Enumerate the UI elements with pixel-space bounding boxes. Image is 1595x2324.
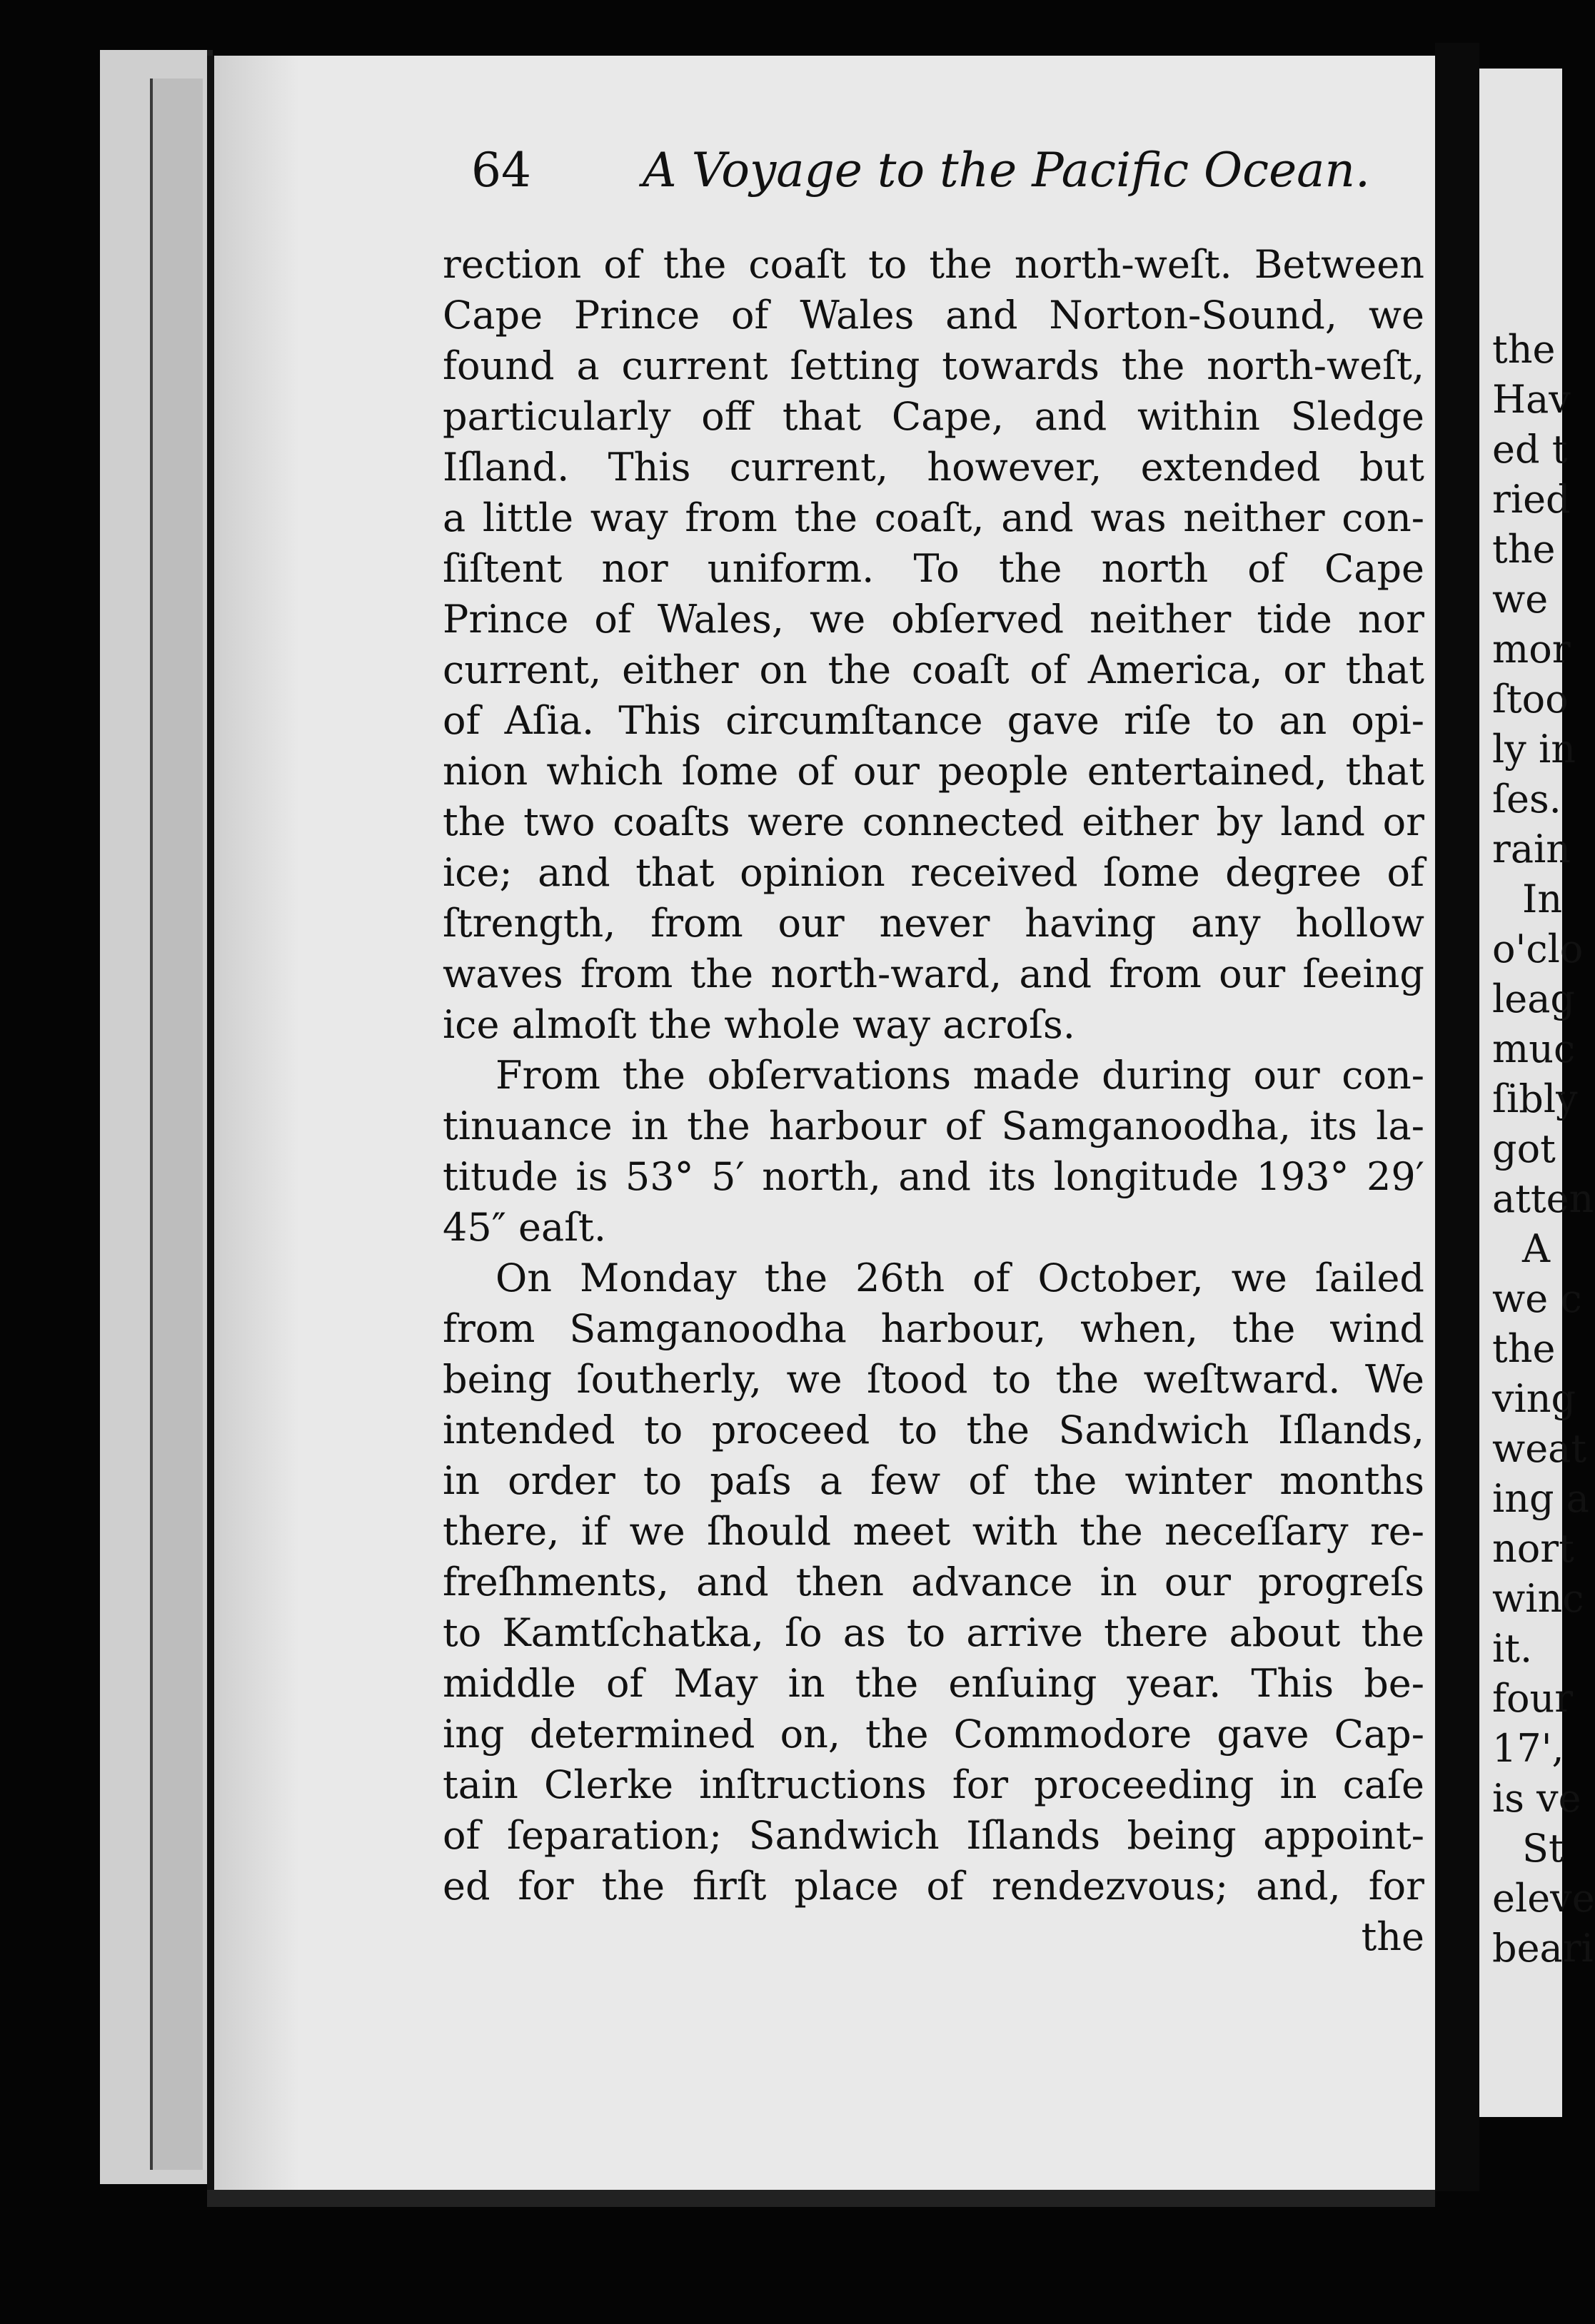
facing-page-text: winc <box>1492 1576 1584 1621</box>
text-line: a little way from the coaſt, and was neither con- <box>443 495 1424 540</box>
facing-page-text: atten <box>1492 1176 1594 1221</box>
text-line: of Aſia. This circumſtance gave riſe to an opi- <box>443 698 1424 743</box>
facing-page-text: we c <box>1492 1276 1582 1321</box>
text-line: current, either on the coaſt of America, or that <box>443 647 1424 692</box>
page-gutter-shade <box>214 56 300 2190</box>
text-line: ice; and that opinion received ſome degree of <box>443 850 1424 895</box>
facing-page-fragment <box>1479 69 1595 2117</box>
text-line: tain Clerke inſtructions for proceeding in caſe <box>443 1762 1424 1807</box>
facing-page-text: ſes. <box>1492 777 1561 822</box>
facing-page-text: eleve <box>1492 1876 1595 1921</box>
text-line: freſhments, and then advance in our progreſs <box>443 1560 1424 1605</box>
text-line: ſiſtent nor uniform. To the north of Cape <box>443 546 1424 591</box>
text-line: titude is 53° 5′ north, and its longitude 193° 29′ <box>443 1154 1424 1199</box>
text-line: there, if we ſhould meet with the neceſſary re- <box>443 1509 1424 1554</box>
facing-page-text: four <box>1492 1676 1574 1721</box>
text-line: from Samganoodha harbour, when, the wind <box>443 1306 1424 1351</box>
facing-page-text: beari <box>1492 1926 1594 1971</box>
facing-page-text: mor <box>1492 627 1571 672</box>
text-line: ed for the firſt place of rendezvous; and, for <box>443 1864 1424 1909</box>
page-edge-strip <box>150 79 203 2170</box>
text-line: ice almoſt the whole way acroſs. <box>443 1002 1075 1047</box>
facing-page-text: rain <box>1492 827 1571 872</box>
facing-page-text: ing a <box>1492 1476 1589 1521</box>
facing-page-text: the <box>1492 327 1556 372</box>
facing-page-text: weat <box>1492 1426 1587 1471</box>
facing-page-text: 17', <box>1492 1726 1564 1771</box>
text-line: middle of May in the enſuing year. This be- <box>443 1661 1424 1706</box>
facing-page-text: St <box>1522 1826 1564 1871</box>
facing-page-text: ſtoo <box>1492 677 1569 722</box>
text-line: particularly off that Cape, and within Sledge <box>443 394 1424 439</box>
facing-page-text: Hav <box>1492 377 1571 422</box>
text-line: being ſoutherly, we ſtood to the weſtward. We <box>443 1357 1424 1402</box>
text-line: Iſland. This current, however, extended but <box>443 445 1424 490</box>
facing-page-text: we <box>1492 577 1549 622</box>
text-line: the two coaſts were connected either by land or <box>443 799 1424 844</box>
facing-page-text: got <box>1492 1126 1556 1171</box>
facing-page-text: ly in <box>1492 727 1576 772</box>
page-header <box>471 143 1399 207</box>
text-line: Prince of Wales, we obſerved neither tide nor <box>443 597 1424 642</box>
page-bottom-edge <box>207 2190 1435 2207</box>
text-line: nion which ſome of our people entertained, that <box>443 749 1424 794</box>
facing-page-text: A <box>1522 1226 1550 1271</box>
book-left-edge <box>100 50 213 2184</box>
text-line: of ſeparation; Sandwich Iſlands being appoint- <box>443 1813 1424 1858</box>
running-title: A Voyage to the Pacific Ocean. <box>643 143 1371 198</box>
paragraph-start-line: From the obſervations made during our con- <box>495 1053 1424 1098</box>
facing-page-text: ed t <box>1492 427 1568 472</box>
text-line: ſtrength, from our never having any hollow <box>443 901 1424 946</box>
text-line: Cape Prince of Wales and Norton-Sound, we <box>443 293 1424 338</box>
facing-page-text: the <box>1492 1326 1556 1371</box>
text-line: rection of the coaſt to the north-weſt. Between <box>443 242 1424 287</box>
facing-page-text: is ve <box>1492 1776 1581 1821</box>
facing-page-text: the <box>1492 527 1556 572</box>
facing-page-text: leag <box>1492 976 1575 1021</box>
text-line: in order to paſs a few of the winter months <box>443 1458 1424 1503</box>
paragraph-start-line: On Monday the 26th of October, we ſailed <box>495 1256 1424 1300</box>
body-text <box>443 239 1424 1962</box>
book-gutter <box>1435 43 1479 2191</box>
facing-page-text: ving <box>1492 1376 1576 1421</box>
facing-page-text: muc <box>1492 1026 1576 1071</box>
text-line: found a current ſetting towards the north-weſt, <box>443 343 1424 388</box>
facing-page-text: nort <box>1492 1526 1574 1571</box>
text-line: 45″ eaſt. <box>443 1205 607 1250</box>
facing-page-text: o'clo <box>1492 926 1584 971</box>
facing-page-text: it. <box>1492 1626 1533 1671</box>
text-line: intended to proceed to the Sandwich Iſlands, <box>443 1408 1424 1452</box>
catchword: the <box>1361 1914 1424 1959</box>
text-line: ing determined on, the Commodore gave Cap- <box>443 1712 1424 1757</box>
page-number: 64 <box>471 143 531 198</box>
facing-page-text: In <box>1522 876 1563 921</box>
text-line: tinuance in the harbour of Samganoodha, its la- <box>443 1103 1424 1148</box>
text-line: waves from the north-ward, and from our ſeeing <box>443 951 1424 996</box>
text-line: to Kamtſchatka, ſo as to arrive there about the <box>443 1610 1424 1655</box>
facing-page-text: ried <box>1492 477 1571 522</box>
facing-page-text: ſibly <box>1492 1076 1578 1121</box>
